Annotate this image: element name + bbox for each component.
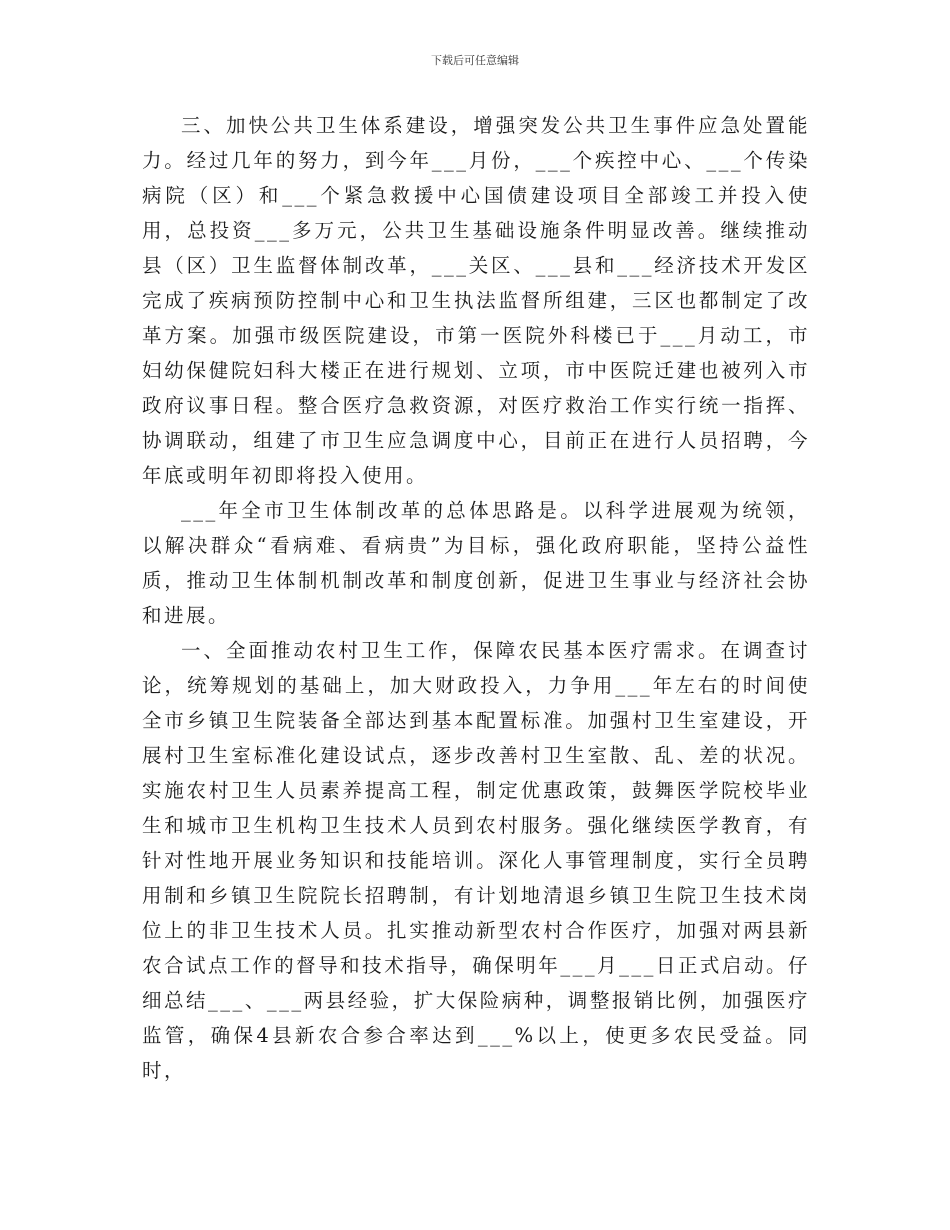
paragraph-public-health: 三、加快公共卫生体系建设，增强突发公共卫生事件应急处置能力。经过几年的努力，到今年___月份，___个疾控中心、___个传染病院（区）和___个紧急救援中心国债建设项目全部竣工并投入使用，总投资___多万元，公共卫生基础设施条件明显改善。继续推动县（区）卫生监督体制改革，___关区、___县和___经济技术开发区完成了疾病预防控制中心和卫生执法监督所组建，三区也都制定了改革方案。加强市级医院建设，市第一医院外科楼已于___月动工，市妇幼保健院妇科大楼正在进行规划、立项，市中医院迁建也被列入市政府议事日程。整合医疗急救资源，对医疗救治工作实行统一指挥、协调联动，组建了市卫生应急调度中心，目前正在进行人员招聘，今年底或明年初即将投入使用。 [142, 114, 810, 487]
header-note: 下载后可任意编辑 [431, 54, 519, 67]
document-body [142, 108, 810, 1088]
paragraph-reform-outline: ___年全市卫生体制改革的总体思路是。以科学进展观为统领，以解决群众“看病难、看病贵”为目标，强化政府职能，坚持公益性质，推动卫生体制机制改革和制度创新，促进卫生事业与经济社会协和进展。 [142, 499, 810, 627]
paragraph-rural-health: 一、全面推动农村卫生工作，保障农民基本医疗需求。在调查讨论，统筹规划的基础上，加大财政投入，力争用___年左右的时间使全市乡镇卫生院装备全部达到基本配置标准。加强村卫生室建设，开展村卫生室标准化建设试点，逐步改善村卫生室散、乱、差的状况。实施农村卫生人员素养提高工程，制定优惠政策，鼓舞医学院校毕业生和城市卫生机构卫生技术人员到农村服务。强化继续医学教育，有针对性地开展业务知识和技能培训。深化人事管理制度，实行全员聘用制和乡镇卫生院院长招聘制，有计划地清退乡镇卫生院卫生技术岗位上的非卫生技术人员。扎实推动新型农村合作医疗，加强对两县新农合试点工作的督导和技术指导，确保明年___月___日正式启动。仔细总结___、___两县经验，扩大保险病种，调整报销比例，加强医疗监管，确保4县新农合参合率达到___%以上，使更多农民受益。同时， [142, 639, 810, 1082]
